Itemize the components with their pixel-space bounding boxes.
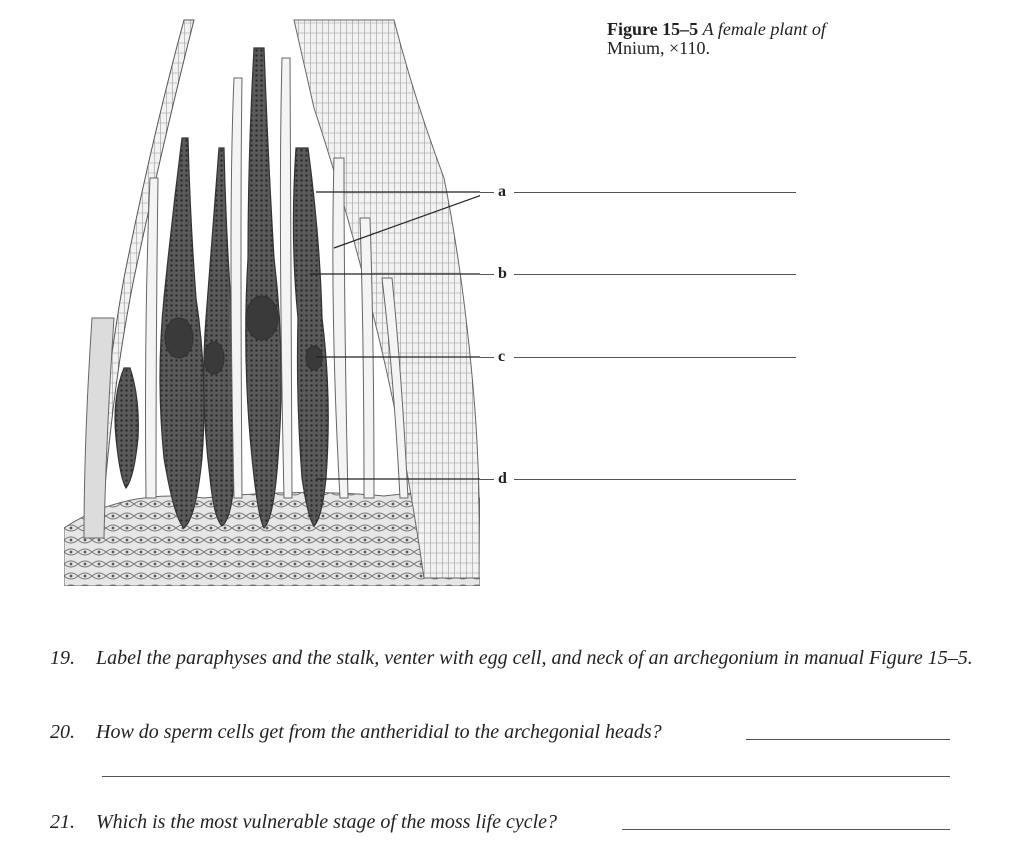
answer-line-c[interactable] <box>514 357 796 358</box>
answer-line-21[interactable] <box>622 829 950 830</box>
answer-line-b[interactable] <box>514 274 796 275</box>
answer-line-20a[interactable] <box>746 739 950 740</box>
question-number: 21. <box>50 811 75 833</box>
answer-line-d[interactable] <box>514 479 796 480</box>
label-pointer-a <box>480 192 494 193</box>
question-number: 20. <box>50 721 75 743</box>
label-c: c <box>498 348 506 365</box>
label-pointer-b <box>480 274 494 275</box>
figure-caption-line2: Mnium, ×110. <box>607 38 710 58</box>
figure-caption <box>607 20 937 58</box>
question-text: Label the paraphyses and the stalk, venter with egg cell, and neck of an archegonium in manual Figure 15–5. <box>96 647 973 669</box>
label-pointer-d <box>480 479 494 480</box>
question-21 <box>50 810 950 838</box>
answer-line-20b[interactable] <box>102 776 950 777</box>
figure-caption-text: A female plant of <box>702 19 826 39</box>
answer-line-a[interactable] <box>514 192 796 193</box>
question-text: How do sperm cells get from the antheridial to the archegonial heads? <box>96 721 662 743</box>
mnium-archegonia-micrograph <box>64 18 480 586</box>
label-b: b <box>498 265 507 282</box>
figure-number: Figure 15–5 <box>607 19 699 39</box>
label-a: a <box>498 183 506 200</box>
question-19 <box>50 646 973 696</box>
question-number: 19. <box>50 647 75 669</box>
label-d: d <box>498 470 507 487</box>
label-pointer-c <box>480 357 494 358</box>
question-20 <box>50 720 950 748</box>
question-text: Which is the most vulnerable stage of the moss life cycle? <box>96 811 558 833</box>
